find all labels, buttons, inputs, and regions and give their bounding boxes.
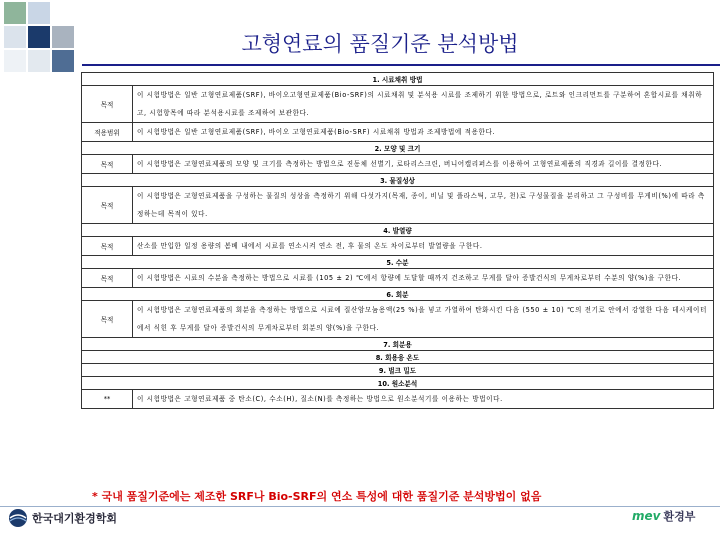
section-heading: 4. 발열량 [82,224,714,237]
row-label: 목적 [82,155,133,174]
decor-square-gray [52,26,74,48]
table-row [82,301,714,338]
table-row [82,390,714,409]
section-heading: 5. 수분 [82,256,714,269]
section-heading: 6. 회분 [82,288,714,301]
decor-square-lightblue [28,2,50,24]
title-underline [82,64,720,66]
table-row [82,187,714,224]
table-row [82,123,714,142]
row-text: 이 시험방법은 고형연료제품을 구성하는 물질의 성상을 측정하기 위해 다섯가지(목재, 종이, 비닐 및 플라스틱, 고무, 천)로 구성물질을 분리하고 그 구성비를 무게비(%)에 따라 측정하는데 목적이 있다. [133,187,714,224]
section-heading-row [82,338,714,351]
table-row [82,86,714,123]
methods-table [81,72,714,409]
section-heading: 3. 물질성상 [82,174,714,187]
row-label: 목적 [82,269,133,288]
section-heading: 8. 회용융 온도 [82,351,714,364]
row-label: 목적 [82,187,133,224]
kstm-logo-text: 한국대기환경학회 [32,512,118,525]
footer-divider [0,506,720,507]
table-row [82,237,714,256]
section-heading: 2. 모양 및 크기 [82,142,714,155]
row-text: 이 시험방법은 고형연료제품의 회분을 측정하는 방법으로 시료에 질산암모늄용액(25 %)을 넣고 가열하여 탄화시킨 다음 (550 ± 10) ℃의 전기로 안에서 강열한 다음 데시케이터에서 식힌 후 무게를 달아 증발건식의 무게차로부터 회분의 양(%)을 구한다. [133,301,714,338]
page-title: 고형연료의 품질기준 분석방법 [241,32,519,56]
decor-square-pale [28,50,50,72]
decor-square-green [4,2,26,24]
footnote: * 국내 품질기준에는 제조한 SRF나 Bio-SRF의 연소 특성에 대한 품질기준 분석방법이 없음 [92,490,542,503]
section-heading-row [82,364,714,377]
decor-square-slate [52,50,74,72]
decor-square-faint [4,50,26,72]
globe-icon [8,508,28,528]
table-row [82,155,714,174]
section-heading-row [82,256,714,269]
decor-square-lightgray [4,26,26,48]
section-heading-row [82,288,714,301]
section-heading: 10. 원소분석 [82,377,714,390]
decor-square-navy [28,26,50,48]
section-heading-row [82,73,714,86]
table-row [82,269,714,288]
section-heading: 7. 회분용 [82,338,714,351]
row-text: 이 시험방법은 고형연료제품의 모양 및 크기를 측정하는 방법으로 진동체 선별기, 로타리스크린, 버니어캘리퍼스를 이용하여 고형연료제품의 직경과 길이를 결정한다. [133,155,714,174]
row-label: 목적 [82,86,133,123]
section-heading-row [82,174,714,187]
row-text: 이 시험방법은 시료의 수분을 측정하는 방법으로 시료를 (105 ± 2) ℃에서 항량에 도달할 때까지 건조하고 무게를 달아 증발건식의 무게차로부터 수분의 양(%)을 구한다. [133,269,714,288]
section-heading: 1. 시료채취 방법 [82,73,714,86]
ministry-logo [632,508,695,524]
ministry-name: 환경부 [663,510,696,523]
row-text: 이 시험방법은 일반 고형연료제품(SRF), 바이오고형연료제품(Bio-SRF)의 시료채취 및 분석용 시료를 조제하기 위한 방법으로, 로트와 인크리먼트를 구분하여 혼합시료를 채취하고, 시험항목에 따라 분석용시료를 조제하여 보관한다. [133,86,714,123]
row-label: ** [82,390,133,409]
section-heading-row [82,142,714,155]
section-heading-row [82,351,714,364]
section-heading-row [82,377,714,390]
row-label: 목적 [82,301,133,338]
row-label: 목적 [82,237,133,256]
row-text: 산소를 만입한 일정 용량의 봄베 내에서 시료를 연소시켜 연소 전, 후 물의 온도 차이로부터 발열량을 구한다. [133,237,714,256]
mev-logo-text: mev [632,509,661,523]
row-text: 이 시험방법은 고형연료제품 중 탄소(C), 수소(H), 질소(N)를 측정하는 방법으로 원소분석기를 이용하는 방법이다. [133,390,714,409]
row-text: 이 시험방법은 일반 고형연료제품(SRF), 바이오 고형연료제품(Bio-SRF) 시료채취 방법과 조제방법에 적용한다. [133,123,714,142]
section-heading-row [82,224,714,237]
row-label: 적용범위 [82,123,133,142]
kstm-logo [8,508,117,528]
section-heading: 9. 벌크 밀도 [82,364,714,377]
